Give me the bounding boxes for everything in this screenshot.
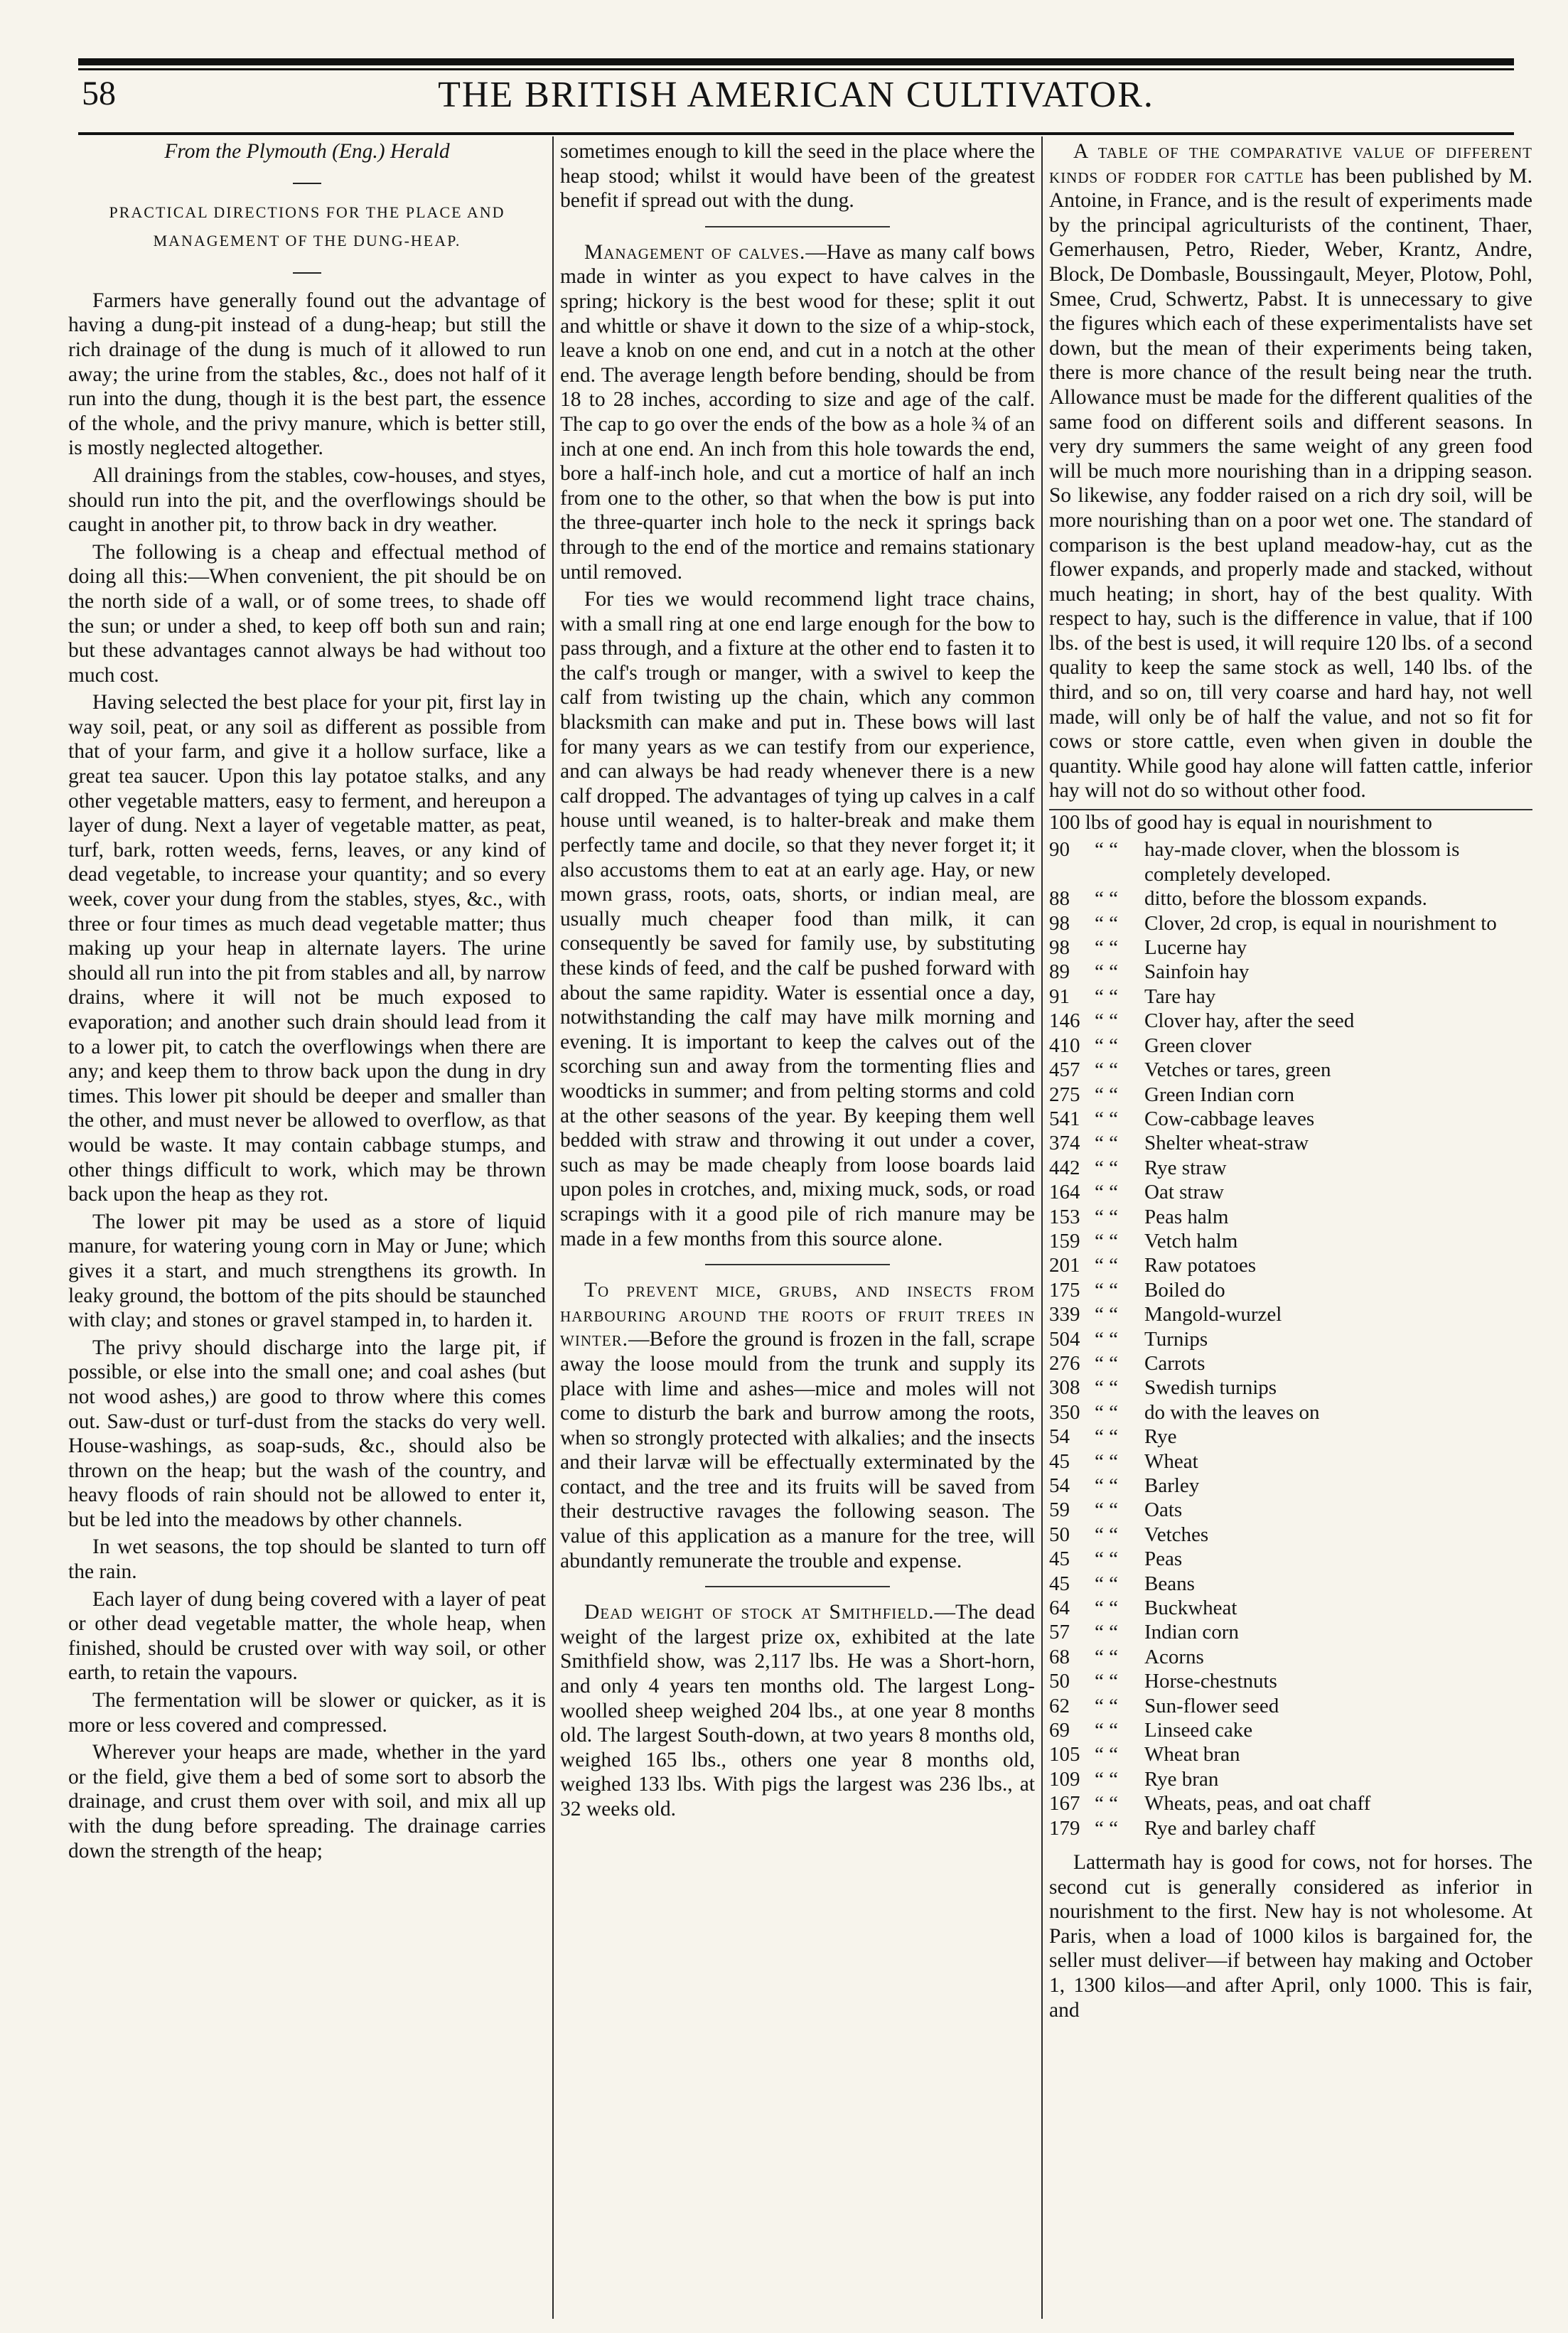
fodder-amount: 64 bbox=[1049, 1597, 1070, 1620]
ditto-marks: “ “ bbox=[1095, 1400, 1118, 1424]
paragraph: Each layer of dung being covered with a layer of peat or other dead vegetable matter, the whole heap, when finished, should be crusted over with way soil, or other earth, to retain the vapours. bbox=[68, 1587, 546, 1685]
table-row bbox=[1049, 1669, 1532, 1693]
ditto-marks: “ “ bbox=[1095, 1156, 1118, 1179]
fodder-name: hay-made clover, when the blossom is completely developed. bbox=[1144, 838, 1460, 886]
fodder-name: Wheats, peas, and oat chaff bbox=[1144, 1792, 1371, 1816]
fodder-amount: 442 bbox=[1049, 1156, 1080, 1179]
fodder-name: Peas bbox=[1144, 1548, 1183, 1571]
table-row bbox=[1049, 1816, 1532, 1840]
separator bbox=[68, 170, 546, 195]
ditto-marks: “ “ bbox=[1095, 985, 1118, 1008]
ditto-marks: “ “ bbox=[1095, 887, 1118, 911]
column-divider bbox=[1041, 136, 1043, 2319]
table-row bbox=[1049, 1278, 1532, 1302]
ditto-marks: “ “ bbox=[1095, 1572, 1118, 1595]
fodder-name: Swedish turnips bbox=[1144, 1376, 1277, 1400]
fodder-amount: 90 bbox=[1049, 838, 1070, 862]
fodder-name: Rye straw bbox=[1144, 1156, 1227, 1179]
fodder-name: Horse-chestnuts bbox=[1144, 1670, 1277, 1693]
table-row bbox=[1049, 1694, 1532, 1718]
fodder-amount: 541 bbox=[1049, 1107, 1080, 1130]
fodder-amount: 57 bbox=[1049, 1621, 1070, 1644]
column-2 bbox=[560, 139, 1035, 2315]
paragraph: Having selected the best place for your pit, first lay in way soil, peat, or any soil as different as possible from that of your farm, and give it a hollow surface, like a great tea saucer. Upon this lay potatoe stalks, and any other vegetable matters, easy to ferment, and hereupon a layer of dung. Next a layer of vegetable matter, as peat, turf, bark, rotten weeds, ferns, leaves, or any kind of dead vegetable, to increase your quantity; and so every week, cover your dung from the stables, styes, &c., with three or four times as much dead vegetable matter; thus making up your heap in alternate layers. The urine should all run into the pit from stables and all, by narrow drains, where it will not be much exposed to evaporation; and another such drain should lead from it to a lower pit, to catch the overflowings when there are any; and keep them to throw back upon the dung in dry times. This lower pit should be deeper and smaller than the other, and must never be allowed to overflow, as that would be waste. It may contain cabbage stumps, and other things difficult to work, which may be thrown back upon the heap as they rot. bbox=[68, 691, 546, 1206]
ditto-marks: “ “ bbox=[1095, 1058, 1118, 1082]
article-fodder bbox=[1049, 139, 1532, 803]
fodder-amount: 410 bbox=[1049, 1034, 1080, 1057]
table-row bbox=[1049, 1302, 1532, 1326]
fodder-name: Sainfoin hay bbox=[1144, 960, 1250, 984]
article-mice bbox=[560, 1278, 1035, 1573]
ditto-marks: “ “ bbox=[1095, 1351, 1118, 1375]
table-row bbox=[1049, 886, 1532, 911]
ditto-marks: “ “ bbox=[1095, 1107, 1118, 1130]
table-row bbox=[1049, 1083, 1532, 1107]
table-row bbox=[1049, 1351, 1532, 1375]
ditto-marks: “ “ bbox=[1095, 1645, 1118, 1668]
fodder-name: Lucerne hay bbox=[1144, 936, 1247, 960]
separator bbox=[705, 1586, 890, 1587]
fodder-name: Oats bbox=[1144, 1498, 1183, 1522]
separator bbox=[68, 259, 546, 284]
fodder-amount: 45 bbox=[1049, 1449, 1070, 1473]
fodder-amount: 153 bbox=[1049, 1205, 1080, 1228]
ditto-marks: “ “ bbox=[1095, 1327, 1118, 1351]
fodder-name: Cow-cabbage leaves bbox=[1144, 1107, 1315, 1130]
article-heading bbox=[68, 198, 546, 255]
fodder-amount: 91 bbox=[1049, 985, 1070, 1008]
separator bbox=[705, 1264, 890, 1265]
fodder-amount: 179 bbox=[1049, 1816, 1080, 1840]
fodder-amount: 88 bbox=[1049, 887, 1070, 911]
ditto-marks: “ “ bbox=[1095, 1670, 1118, 1693]
separator bbox=[705, 226, 890, 227]
table-first-row: 100 lbs of good hay is equal in nourishment to bbox=[1049, 811, 1432, 835]
ditto-marks: “ “ bbox=[1095, 1767, 1118, 1791]
paragraph: All drainings from the stables, cow-houses, and styes, should run into the pit, and the overflowings should be caught in another pit, to throw back in dry weather. bbox=[68, 463, 546, 537]
fodder-amount: 89 bbox=[1049, 960, 1070, 984]
ditto-marks: “ “ bbox=[1095, 1792, 1118, 1816]
fodder-amount: 105 bbox=[1049, 1743, 1080, 1766]
fodder-name: Shelter wheat-straw bbox=[1144, 1132, 1309, 1155]
header-rule bbox=[78, 132, 1514, 135]
fodder-name: Boiled do bbox=[1144, 1278, 1225, 1302]
paragraph: In wet seasons, the top should be slanted to turn off the rain. bbox=[68, 1535, 546, 1584]
ditto-marks: “ “ bbox=[1095, 1719, 1118, 1742]
fodder-amount: 54 bbox=[1049, 1474, 1070, 1497]
fodder-name: Barley bbox=[1144, 1474, 1200, 1497]
fodder-name: Oat straw bbox=[1144, 1181, 1224, 1204]
ditto-marks: “ “ bbox=[1095, 960, 1118, 984]
top-rule-thin bbox=[78, 68, 1514, 70]
table-row bbox=[1049, 1474, 1532, 1498]
table-row bbox=[1049, 1009, 1532, 1033]
fodder-amount: 350 bbox=[1049, 1400, 1080, 1424]
fodder-name: Acorns bbox=[1144, 1645, 1204, 1668]
table-row bbox=[1049, 1107, 1532, 1131]
ditto-marks: “ “ bbox=[1095, 1621, 1118, 1644]
paragraph: The following is a cheap and effectual method of doing all this:—When convenient, the pit should be on the north side of a wall, or of some trees, to shade off the sun; or under a shed, to keep off both sun and rain; but these advantages cannot always be had without too much cost. bbox=[68, 540, 546, 687]
fodder-amount: 201 bbox=[1049, 1254, 1080, 1277]
table-row bbox=[1049, 1791, 1532, 1816]
fodder-name: Rye bran bbox=[1144, 1767, 1219, 1791]
fodder-amount: 308 bbox=[1049, 1376, 1080, 1400]
paragraph: Lattermath hay is good for cows, not for horses. The second cut is generally considered as inferior in nourishment to the first. New hay is not wholesome. At Paris, when a load of 1000 kilos is bargained for, the seller must deliver—if between hay making and October 1, 1300 kilos—and after April, only 1000. This is fair, and bbox=[1049, 1851, 1532, 2022]
fodder-amount: 374 bbox=[1049, 1132, 1080, 1155]
table-row bbox=[1049, 1645, 1532, 1669]
paragraph: The lower pit may be used as a store of liquid manure, for watering young corn in May or June; which gives it a start, and much strengthens its growth. In leaky ground, the bottom of the pits should be staunched with clay; and stones or gravel stamped in, to harden it. bbox=[68, 1210, 546, 1332]
fodder-amount: 159 bbox=[1049, 1229, 1080, 1253]
paragraph: —Have as many calf bows made in winter as you expect to have calves in the spring; hickory is the best wood for these; split it out and whittle or shave it down to the size of a whip-stock, leave a knob on one end, and cut in a notch at the other end. The average length before bending, should be from 18 to 28 inches, according to size and age of the calf. The cap to go over the ends of the bow as a hole ¾ of an inch at one end. An inch from this hole towards the end, bore a half-inch hole, and cut a mortice of half an inch from one to the other, so that when the bow is put into the three-quarter inch hole to the neck it springs back through to the end of the mortice and remains stationary until removed. bbox=[560, 240, 1035, 584]
paragraph: The privy should discharge into the large pit, if possible, or else into the small one; and coal ashes (but not wood ashes,) are good to throw where this comes out. Saw-dust or turf-dust from the stacks do very well. House-washings, as soap-suds, &c., should also be thrown on the heap; but the wash of the country, and heavy floods of rain should not be allowed to enter it, but be led into the meadows by other channels. bbox=[68, 1336, 546, 1531]
heading-line: PRACTICAL DIRECTIONS FOR THE PLACE AND bbox=[109, 203, 505, 222]
fodder-name: ditto, before the blossom expands. bbox=[1144, 887, 1427, 911]
fodder-amount: 69 bbox=[1049, 1719, 1070, 1742]
table-row bbox=[1049, 1058, 1532, 1082]
article-heading: Management of calves. bbox=[584, 240, 806, 264]
article-heading: Dead weight of stock at Smithfield. bbox=[584, 1601, 935, 1624]
fodder-name: Vetches or tares, green bbox=[1144, 1058, 1331, 1082]
fodder-name: Indian corn bbox=[1144, 1621, 1239, 1644]
paragraph: The fermentation will be slower or quicker, as it is more or less covered and compressed. bbox=[68, 1689, 546, 1737]
fodder-name: do with the leaves on bbox=[1144, 1400, 1320, 1424]
fodder-amount: 146 bbox=[1049, 1009, 1080, 1033]
table-row bbox=[1049, 837, 1532, 886]
table-row bbox=[1049, 1572, 1532, 1596]
fodder-amount: 50 bbox=[1049, 1523, 1070, 1546]
table-row bbox=[1049, 935, 1532, 960]
table-row bbox=[1049, 1767, 1532, 1791]
table-row bbox=[1049, 1425, 1532, 1449]
fodder-name: Tare hay bbox=[1144, 985, 1216, 1008]
fodder-amount: 59 bbox=[1049, 1498, 1070, 1522]
column-1 bbox=[68, 139, 546, 2315]
fodder-table bbox=[1049, 837, 1532, 1840]
ditto-marks: “ “ bbox=[1095, 1425, 1118, 1449]
table-row bbox=[1049, 1547, 1532, 1571]
fodder-name: Green clover bbox=[1144, 1034, 1252, 1057]
article-calves bbox=[560, 240, 1035, 584]
fodder-amount: 276 bbox=[1049, 1351, 1080, 1375]
fodder-amount: 54 bbox=[1049, 1425, 1070, 1449]
paragraph: For ties we would recommend light trace chains, with a small ring at one end large enough for the bow to pass through, and a fixture at the other end to fasten it to the calf's trough or manger, with a swivel to keep the calf from twisting up the chain, which any common blacksmith can make and put in. These bows will last for many years as we can testify from our experience, and can always be had ready whenever there is a new calf dropped. The advantages of tying up calves in a calf house until weaned, is to halter-break and make them perfectly tame and docile, so that they never forget it; it also accustoms them to eat at an early age. Hay, or new mown grass, roots, oats, shorts, or indian meal, are usually much cheaper food than milk, it can consequently be saved for family use, by substituting these kinds of feed, and the calf be pushed forward with about the same rapidity. Water is essential once a day, notwithstanding the calf may have milk morning and evening. It is important to keep the calves out of the scorching sun and away from the tormenting flies and woodticks in summer; and from pelting storms and cold at the other seasons of the year. By keeping them well bedded with straw and throwing it out under a cover, such as may be made cheaply from loose boards laid upon poles in crotches, and, mixing muck, sods, or road scrapings with it a good pile of rich manure may be made in a few months from this source alone. bbox=[560, 588, 1035, 1250]
ditto-marks: “ “ bbox=[1095, 1205, 1118, 1228]
fodder-amount: 339 bbox=[1049, 1303, 1080, 1326]
fodder-name: Turnips bbox=[1144, 1327, 1208, 1351]
fodder-name: Wheat bbox=[1144, 1449, 1198, 1473]
fodder-amount: 62 bbox=[1049, 1694, 1070, 1717]
table-row bbox=[1049, 960, 1532, 984]
table-row bbox=[1049, 1131, 1532, 1155]
top-rule bbox=[78, 58, 1514, 65]
fodder-amount: 98 bbox=[1049, 911, 1070, 935]
table-row bbox=[1049, 1375, 1532, 1400]
fodder-name: Mangold-wurzel bbox=[1144, 1303, 1282, 1326]
ditto-marks: “ “ bbox=[1095, 1254, 1118, 1277]
ditto-marks: “ “ bbox=[1095, 1816, 1118, 1840]
fodder-name: Carrots bbox=[1144, 1351, 1205, 1375]
table-row bbox=[1049, 1034, 1532, 1058]
ditto-marks: “ “ bbox=[1095, 1376, 1118, 1400]
page-header bbox=[82, 74, 1510, 129]
ditto-marks: “ “ bbox=[1095, 1009, 1118, 1033]
table-row bbox=[1049, 1498, 1532, 1522]
fodder-amount: 504 bbox=[1049, 1327, 1080, 1351]
ditto-marks: “ “ bbox=[1095, 1181, 1118, 1204]
paragraph: —The dead weight of the largest prize ox, exhibited at the late Smithfield show, was 2,117 lbs. He was a Short-horn, and only 4 years ten months old. The largest Long-woolled sheep weighed 204 lbs., at one year 8 months old. The largest South-down, at two years 8 months old, weighed 165 lbs., others one year 8 months old, weighed 133 lbs. With pigs the largest was 236 lbs., at 32 weeks old. bbox=[560, 1601, 1035, 1820]
column-3 bbox=[1049, 139, 1532, 2315]
table-row bbox=[1049, 1229, 1532, 1253]
fodder-amount: 98 bbox=[1049, 936, 1070, 960]
fodder-amount: 50 bbox=[1049, 1670, 1070, 1693]
fodder-amount: 45 bbox=[1049, 1548, 1070, 1571]
ditto-marks: “ “ bbox=[1095, 1229, 1118, 1253]
ditto-marks: “ “ bbox=[1095, 1132, 1118, 1155]
fodder-name: Linseed cake bbox=[1144, 1719, 1253, 1742]
fodder-name: Vetches bbox=[1144, 1523, 1209, 1546]
ditto-marks: “ “ bbox=[1095, 1694, 1118, 1717]
fodder-amount: 175 bbox=[1049, 1278, 1080, 1302]
masthead-title: THE BRITISH AMERICAN CULTIVATOR. bbox=[438, 75, 1154, 115]
fodder-amount: 68 bbox=[1049, 1645, 1070, 1668]
page-number: 58 bbox=[82, 75, 116, 112]
fodder-name: Wheat bran bbox=[1144, 1743, 1240, 1766]
table-row bbox=[1049, 1742, 1532, 1766]
ditto-marks: “ “ bbox=[1095, 1278, 1118, 1302]
table-row bbox=[1049, 1253, 1532, 1277]
fodder-amount: 109 bbox=[1049, 1767, 1080, 1791]
ditto-marks: “ “ bbox=[1095, 1034, 1118, 1057]
ditto-marks: “ “ bbox=[1095, 1303, 1118, 1326]
paragraph: has been published by M. Antoine, in France, and is the result of experiments made by the principal agriculturists of the continent, Thaer, Gemerhausen, Petro, Rieder, Weber, Krantz, Andre, Block, De Dombasle, Boussingault, Meyer, Plotow, Pohl, Smee, Crud, Schwertz, Pabst. It is unnecessary to give the figures which each of these experimentalists have set down, but the mean of their experiments being taken, there is more chance of the result being near the truth. Allowance must be made for the different qualities of the same food on different soils and different seasons. In very dry summers the same weight of any green food will be much more nourishing than in a dripping season. So likewise, any fodder raised on a rich dry soil, will be more nourishing than on a poor wet one. The standard of comparison is the best upland meadow-hay, cut as the flower expands, and properly made and stacked, without much heating; in short, hay of the best quality. With respect to hay, such is the difference in value, that if 100 lbs. of the best is used, it will require 120 lbs. of a second quality to keep the same stock as well, 140 lbs. of the third, and so on, till very coarse and hard hay, not well made, will only be of half the value, and not so fit for cows or store cattle, even when given in double the quantity. While good hay alone will fatten cattle, inferior hay will not do so without other food. bbox=[1049, 164, 1532, 803]
fodder-name: Raw potatoes bbox=[1144, 1254, 1257, 1277]
table-row bbox=[1049, 1180, 1532, 1204]
table-row bbox=[1049, 1596, 1532, 1620]
ditto-marks: “ “ bbox=[1095, 1523, 1118, 1546]
ditto-marks: “ “ bbox=[1095, 838, 1118, 862]
article-heading: A table of the comparative value of different kinds of fodder for cattle bbox=[1049, 140, 1532, 188]
fodder-name: Clover, 2d crop, is equal in nourishment to bbox=[1144, 911, 1497, 935]
table-row bbox=[1049, 1718, 1532, 1742]
ditto-marks: “ “ bbox=[1095, 936, 1118, 960]
fodder-name: Rye bbox=[1144, 1425, 1177, 1449]
fodder-name: Green Indian corn bbox=[1144, 1083, 1294, 1106]
table-row bbox=[1049, 1400, 1532, 1425]
table-row bbox=[1049, 1205, 1532, 1229]
ditto-marks: “ “ bbox=[1095, 1449, 1118, 1473]
table-row bbox=[1049, 1327, 1532, 1351]
fodder-name: Rye and barley chaff bbox=[1144, 1816, 1316, 1840]
column-divider bbox=[552, 136, 554, 2319]
table-row bbox=[1049, 1620, 1532, 1644]
paragraph: —Before the ground is frozen in the fall, scrape away the loose mould from the trunk and supply its place with lime and ashes—mice and moles will not come to disturb the bark and burrow among the roots, when so strongly protected with alkalies; and the insects and their larvæ will be effectually exterminated by the contact, and the tree and its fruits will be saved from their destructive ravages the following season. The value of this application as a manure for the tree, will abundantly remunerate the trouble and expense. bbox=[560, 1328, 1035, 1572]
paragraph: Farmers have generally found out the advantage of having a dung-pit instead of a dung-heap; but still the rich drainage of the dung is much of it allowed to run away; the urine from the stables, &c., does not half of it run into the dung, though it is the best part, the essence of the whole, and the privy manure, which is better still, is mostly neglected altogether. bbox=[68, 289, 546, 460]
paragraph: Wherever your heaps are made, whether in the yard or the field, give them a bed of some sort to absorb the drainage, and crust them over with soil, and mix all up with the dung before spreading. The drainage carries down the strength of the heap; bbox=[68, 1741, 546, 1862]
fodder-amount: 45 bbox=[1049, 1572, 1070, 1595]
source-credit: From the Plymouth (Eng.) Herald bbox=[164, 140, 450, 163]
ditto-marks: “ “ bbox=[1095, 1548, 1118, 1571]
fodder-name: Sun-flower seed bbox=[1144, 1694, 1279, 1717]
article-dead-weight bbox=[560, 1600, 1035, 1821]
table-row bbox=[1049, 1523, 1532, 1547]
ditto-marks: “ “ bbox=[1095, 1474, 1118, 1497]
table-row bbox=[1049, 911, 1532, 935]
paragraph-continuation: sometimes enough to kill the seed in the place where the heap stood; whilst it would have been of the greatest benefit if spread out with the dung. bbox=[560, 140, 1035, 213]
fodder-amount: 167 bbox=[1049, 1792, 1080, 1816]
fodder-name: Clover hay, after the seed bbox=[1144, 1009, 1355, 1033]
heading-line: MANAGEMENT OF THE DUNG-HEAP. bbox=[153, 232, 461, 250]
table-row bbox=[1049, 1449, 1532, 1474]
fodder-name: Vetch halm bbox=[1144, 1229, 1238, 1253]
table-row bbox=[1049, 1156, 1532, 1180]
fodder-name: Beans bbox=[1144, 1572, 1195, 1595]
table-row bbox=[1049, 985, 1532, 1009]
fodder-amount: 275 bbox=[1049, 1083, 1080, 1106]
article-heading: To prevent mice, grubs, and insects from harbouring around the roots of fruit trees in winter. bbox=[560, 1279, 1035, 1351]
fodder-name: Buckwheat bbox=[1144, 1597, 1237, 1620]
fodder-amount: 457 bbox=[1049, 1058, 1080, 1082]
ditto-marks: “ “ bbox=[1095, 1597, 1118, 1620]
ditto-marks: “ “ bbox=[1095, 1498, 1118, 1522]
ditto-marks: “ “ bbox=[1095, 911, 1118, 935]
fodder-amount: 164 bbox=[1049, 1181, 1080, 1204]
fodder-name: Peas halm bbox=[1144, 1205, 1229, 1228]
ditto-marks: “ “ bbox=[1095, 1083, 1118, 1106]
ditto-marks: “ “ bbox=[1095, 1743, 1118, 1766]
